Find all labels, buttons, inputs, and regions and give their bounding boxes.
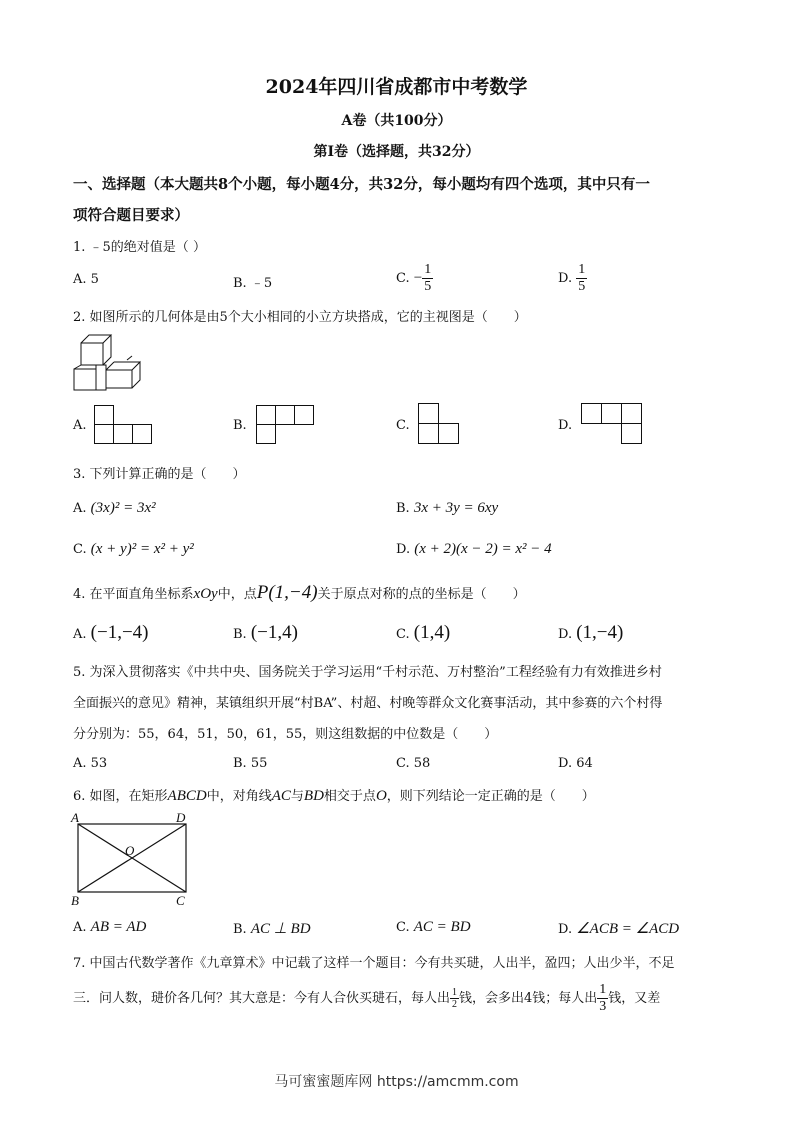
q1-option-c: C. − $\frac{1}{5}$ (396, 262, 432, 294)
q4-option-d: D. (1,−4) (558, 622, 624, 643)
q2-option-d-view (581, 403, 646, 448)
q2-option-c-view (418, 403, 463, 448)
q2-option-b: B. (233, 418, 247, 433)
q6-option-d: D. ∠ACB = ∠ACD (558, 921, 680, 937)
q5-option-c: C. 58 (396, 756, 431, 771)
q3-option-c: C. (x + y)² = x² + y² (73, 541, 194, 557)
fig-label-a: A (71, 810, 79, 825)
question-1-stem: 1. ﹣5的绝对值是（ ） (73, 240, 206, 255)
q2-option-a-view (94, 405, 154, 445)
volume-heading: 第I卷（选择题，共32分） (313, 144, 480, 160)
question-6-stem: 6. 如图，在矩形ABCD中，对角线AC与BD相交于点O，则下列结论一定正确的是（ ） (73, 788, 595, 804)
section-heading-line1: 一、选择题（本大题共8个小题，每小题4分，共32分，每小题均有四个选项，其中只有一 (73, 176, 650, 193)
question-7-line2: 三．问人数，琎价各几何？其大意是：今有人合伙买琎石，每人出 $\frac{1}{2}$ 钱，会多出4钱；每人出 $\frac{1}{3}$ 钱，又差 (73, 982, 661, 1014)
section-heading-line2: 项符合题目要求） (73, 207, 189, 224)
q5-option-b: B. 55 (233, 756, 268, 771)
question-5-line2: 全面振兴的意见》精神，某镇组织开展“村BA”、村超、村晚等群众文化赛事活动，其中参赛的六个村得 (73, 696, 663, 711)
q3-option-b: B. 3x + 3y = 6xy (396, 500, 499, 516)
q6-option-a: A. AB = AD (73, 919, 147, 935)
q5-option-a: A. 53 (73, 756, 108, 771)
q1-option-b: B. ﹣5 (233, 276, 273, 291)
q4-option-b: B. (−1,4) (233, 622, 298, 643)
q6-option-b: B. AC ⊥ BD (233, 921, 311, 937)
question-4-stem: 4. 在平面直角坐标系xOy中，点P(1,−4)关于原点对称的点的坐标是（ ） (73, 582, 526, 603)
q1-option-a: A. 5 (73, 272, 99, 287)
question-2-stem: 2. 如图所示的几何体是由5个大小相同的小立方块搭成，它的主视图是（ ） (73, 310, 527, 325)
q5-option-d: D. 64 (558, 756, 593, 771)
q2-option-d: D. (558, 418, 573, 433)
question-3-stem: 3. 下列计算正确的是（ ） (73, 467, 246, 482)
fig-label-o: O (125, 843, 135, 858)
fig-label-b: B (71, 893, 79, 908)
page-title: 2024年四川省成都市中考数学 (265, 76, 528, 98)
question-7-line1: 7. 中国古代数学著作《九章算术》中记载了这样一个题目：今有共买琎，人出半，盈四；人出少半，不足 (73, 956, 675, 971)
q4-option-c: C. (1,4) (396, 622, 451, 643)
q3-option-d: D. (x + 2)(x − 2) = x² − 4 (396, 541, 552, 557)
fig-label-c: C (176, 893, 185, 908)
fig-label-d: D (176, 810, 186, 825)
q6-rectangle-figure (70, 812, 195, 907)
question-5-line1: 5. 为深入贯彻落实《中共中央、国务院关于学习运用“千村示范、万村整治”工程经验有力有效推进乡村 (73, 665, 662, 680)
q1-option-d: D. $\frac{1}{5}$ (558, 262, 586, 294)
question-5-line3: 分分别为：55，64，51，50，61，55，则这组数据的中位数是（ ） (73, 727, 498, 742)
q2-option-a: A. (73, 418, 87, 433)
q2-option-b-view (256, 405, 316, 445)
q3-option-a: A. (3x)² = 3x² (73, 500, 156, 516)
site-footer: 马可蜜蜜题库网 https://amcmm.com (274, 1074, 519, 1090)
q6-option-c: C. AC = BD (396, 919, 471, 935)
q2-solid-figure (72, 330, 162, 392)
q2-option-c: C. (396, 418, 410, 433)
part-a-heading: A卷（共100分） (341, 113, 452, 129)
q4-option-a: A. (−1,−4) (73, 622, 149, 643)
